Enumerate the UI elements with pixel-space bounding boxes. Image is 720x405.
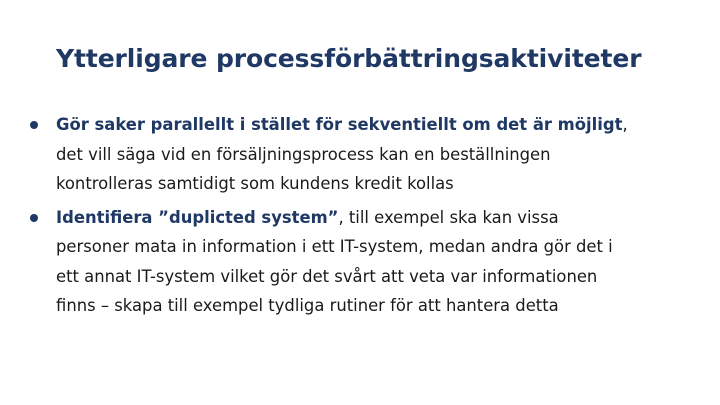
- bullet-list: [0, 110, 720, 325]
- bullet-line: [56, 203, 690, 233]
- bullet-line: ett annat IT-system vilket gör det svårt att veta var informationen: [56, 266, 598, 286]
- bullet-item-parallel: [0, 110, 720, 199]
- bullet-dot-icon: [30, 121, 38, 129]
- bullet-text: , till exempel ska kan vissa: [338, 207, 559, 227]
- slide-title: Ytterligare processförbättringsaktiviteter: [56, 44, 642, 73]
- bullet-line: det vill säga vid en försäljningsprocess kan en beställningen: [56, 144, 551, 164]
- bullet-text: ,: [622, 115, 628, 134]
- bullet-item-duplicated-system: [0, 203, 720, 321]
- bullet-dot-icon: [30, 214, 38, 222]
- bullet-lead-text: Gör saker parallellt i stället för sekventiellt om det är möjligt: [56, 115, 623, 134]
- bullet-line: personer mata in information i ett IT-system, medan andra gör det i: [56, 237, 613, 256]
- bullet-line: finns – skapa till exempel tydliga rutiner för att hantera detta: [56, 296, 559, 315]
- bullet-line: [56, 110, 690, 140]
- bullet-line: kontrolleras samtidigt som kundens kredit kollas: [56, 174, 454, 193]
- bullet-lead-text: Identifiera ”duplicted system”: [56, 207, 339, 227]
